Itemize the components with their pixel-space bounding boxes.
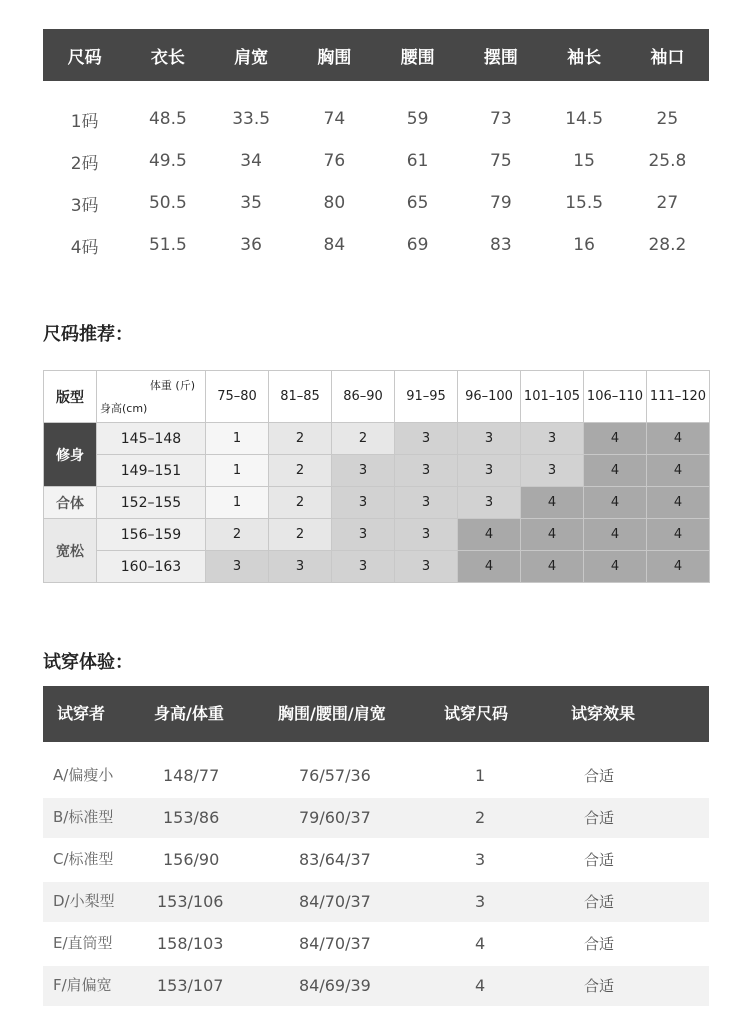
- size-cell: 3: [395, 423, 458, 455]
- fit-type-slim: 修身: [44, 423, 97, 487]
- size-cell: 2: [269, 455, 332, 487]
- size-cell: 4: [521, 551, 584, 583]
- size-cell: 4: [584, 519, 647, 551]
- table-cell: 25: [656, 109, 679, 129]
- size-cell: 4: [584, 423, 647, 455]
- size-cell: 3: [458, 423, 521, 455]
- size-cell: 4: [458, 519, 521, 551]
- size-cell: 3: [458, 455, 521, 487]
- weight-range-header: 111–120: [647, 371, 710, 423]
- size-cell: 1: [206, 487, 269, 519]
- weight-axis-label: 体重 (斤): [149, 379, 195, 392]
- size-col-header: 腰围: [400, 47, 435, 68]
- tryon-col-header: 试穿尺码: [444, 704, 509, 723]
- height-weight: 156/90: [163, 850, 220, 869]
- body-measurements: 76/57/36: [299, 766, 371, 785]
- table-cell: 50.5: [148, 193, 187, 213]
- fit-result: 合适: [584, 809, 615, 827]
- tryon-col-header: 试穿者: [57, 704, 106, 723]
- size-cell: 3: [458, 487, 521, 519]
- height-weight: 158/103: [157, 934, 224, 953]
- size-col-header: 衣长: [150, 47, 185, 68]
- size-cell: 2: [206, 519, 269, 551]
- height-weight: 153/86: [163, 808, 220, 827]
- tester-name: E/直筒型: [53, 934, 113, 952]
- size-cell: 3: [332, 519, 395, 551]
- table-row: [44, 455, 710, 487]
- table-row: [44, 487, 710, 519]
- tester-name: A/偏瘦小: [53, 766, 114, 784]
- table-cell: 74: [323, 109, 346, 129]
- table-cell: 48.5: [148, 109, 187, 129]
- tryon-col-header: 身高/体重: [154, 704, 224, 723]
- size-col-header: 胸围: [317, 47, 352, 68]
- table-row: [43, 140, 709, 182]
- table-row: [44, 551, 710, 583]
- table-cell: 16: [573, 235, 595, 255]
- size-cell: 4: [584, 455, 647, 487]
- weight-range-header: 106–110: [584, 371, 647, 423]
- table-row: [43, 966, 709, 1006]
- size-cell: 3: [521, 455, 584, 487]
- fit-type-regular: 合体: [44, 487, 97, 519]
- table-cell: 36: [240, 235, 262, 255]
- size-cell: 2: [269, 519, 332, 551]
- table-cell: 83: [490, 235, 512, 255]
- table-row: [43, 224, 709, 266]
- size-cell: 4: [647, 455, 710, 487]
- height-range: 156–159: [97, 519, 206, 551]
- size-cell: 4: [521, 487, 584, 519]
- table-row: [43, 840, 709, 880]
- fit-type-loose: 宽松: [44, 519, 97, 583]
- body-measurements: 83/64/37: [299, 850, 371, 869]
- weight-range-header: 81–85: [269, 371, 332, 423]
- size-cell: 2: [269, 423, 332, 455]
- fit-result: 合适: [584, 977, 615, 995]
- height-weight: 153/106: [157, 892, 224, 911]
- height-range: 152–155: [97, 487, 206, 519]
- size-cell: 3: [332, 487, 395, 519]
- size-cell: 3: [332, 551, 395, 583]
- table-cell: 33.5: [232, 109, 271, 129]
- table-cell: 35: [240, 193, 262, 213]
- tester-name: D/小梨型: [53, 892, 115, 910]
- size-cell: 2: [269, 487, 332, 519]
- table-cell: 75: [490, 151, 512, 171]
- tried-size: 1: [475, 766, 486, 785]
- table-cell: 4码: [70, 237, 99, 258]
- table-cell: 69: [406, 235, 429, 255]
- weight-range-header: 96–100: [458, 371, 521, 423]
- table-cell: 28.2: [648, 235, 687, 255]
- size-table-body: [43, 98, 709, 266]
- height-range: 149–151: [97, 455, 206, 487]
- size-cell: 2: [332, 423, 395, 455]
- size-cell: 4: [647, 519, 710, 551]
- size-cell: 3: [332, 455, 395, 487]
- tried-size: 3: [475, 892, 486, 911]
- table-cell: 34: [240, 151, 262, 171]
- body-measurements: 84/70/37: [299, 934, 371, 953]
- table-cell: 76: [323, 151, 346, 171]
- table-cell: 79: [490, 193, 512, 213]
- size-cell: 3: [521, 423, 584, 455]
- table-row: [44, 519, 710, 551]
- table-cell: 61: [406, 151, 429, 171]
- size-cell: 4: [584, 487, 647, 519]
- size-cell: 4: [521, 519, 584, 551]
- fit-result: 合适: [584, 893, 615, 911]
- table-row: [43, 182, 709, 224]
- tried-size: 4: [475, 976, 486, 995]
- size-col-header: 肩宽: [234, 47, 269, 68]
- size-table-header: [43, 29, 709, 81]
- height-range: 145–148: [97, 423, 206, 455]
- size-cell: 3: [269, 551, 332, 583]
- table-cell: 80: [323, 193, 346, 213]
- table-cell: 84: [323, 235, 346, 255]
- size-cell: 3: [395, 455, 458, 487]
- table-cell: 3码: [70, 195, 99, 216]
- size-col-header: 袖长: [567, 47, 602, 68]
- table-cell: 15: [573, 151, 595, 171]
- table-cell: 65: [406, 193, 429, 213]
- fit-result: 合适: [584, 767, 615, 785]
- weight-range-header: 91–95: [395, 371, 458, 423]
- size-recommend-table: [43, 370, 710, 583]
- weight-range-header: 101–105: [521, 371, 584, 423]
- weight-range-header: 75–80: [206, 371, 269, 423]
- table-cell: 2码: [70, 153, 99, 174]
- table-cell: 1码: [70, 111, 99, 132]
- size-col-header: 袖口: [650, 47, 685, 68]
- table-cell: 49.5: [148, 151, 187, 171]
- table-row: [43, 756, 709, 796]
- tester-name: B/标准型: [53, 808, 114, 826]
- body-measurements: 79/60/37: [299, 808, 371, 827]
- table-cell: 27: [656, 193, 679, 213]
- table-cell: 59: [406, 109, 429, 129]
- tried-size: 4: [475, 934, 486, 953]
- fit-result: 合适: [584, 935, 615, 953]
- height-axis-label: 身高(cm): [100, 402, 148, 415]
- size-cell: 3: [395, 551, 458, 583]
- table-row: [43, 98, 709, 140]
- size-cell: 3: [395, 487, 458, 519]
- tryon-section-title: 试穿体验：: [43, 652, 133, 673]
- height-range: 160–163: [97, 551, 206, 583]
- type-header: 版型: [44, 371, 97, 423]
- recommend-header-row: [44, 371, 710, 423]
- tryon-table-header: [43, 686, 709, 742]
- table-row: [43, 882, 709, 922]
- table-cell: 51.5: [148, 235, 187, 255]
- recommend-section-title: 尺码推荐：: [43, 324, 133, 345]
- size-cell: 3: [206, 551, 269, 583]
- size-col-header: 摆围: [483, 47, 518, 68]
- size-cell: 4: [458, 551, 521, 583]
- weight-range-header: 86–90: [332, 371, 395, 423]
- diagonal-header-cell: [97, 371, 206, 423]
- height-weight: 148/77: [163, 766, 220, 785]
- table-row: [43, 924, 709, 964]
- size-cell: 4: [647, 487, 710, 519]
- size-cell: 3: [395, 519, 458, 551]
- size-cell: 1: [206, 455, 269, 487]
- size-cell: 4: [647, 551, 710, 583]
- table-cell: 25.8: [648, 151, 687, 171]
- table-row: [44, 423, 710, 455]
- body-measurements: 84/69/39: [299, 976, 371, 995]
- table-cell: 15.5: [565, 193, 604, 213]
- size-cell: 4: [647, 423, 710, 455]
- tester-name: F/肩偏宽: [53, 976, 112, 994]
- size-cell: 1: [206, 423, 269, 455]
- tester-name: C/标准型: [53, 850, 114, 868]
- table-cell: 73: [490, 109, 512, 129]
- size-col-header: 尺码: [67, 47, 102, 68]
- table-cell: 14.5: [565, 109, 604, 129]
- tried-size: 2: [475, 808, 486, 827]
- size-cell: 4: [584, 551, 647, 583]
- tried-size: 3: [475, 850, 486, 869]
- fit-result: 合适: [584, 851, 615, 869]
- body-measurements: 84/70/37: [299, 892, 371, 911]
- height-weight: 153/107: [157, 976, 224, 995]
- tryon-col-header: 试穿效果: [571, 704, 636, 723]
- tryon-col-header: 胸围/腰围/肩宽: [278, 704, 386, 723]
- table-row: [43, 798, 709, 838]
